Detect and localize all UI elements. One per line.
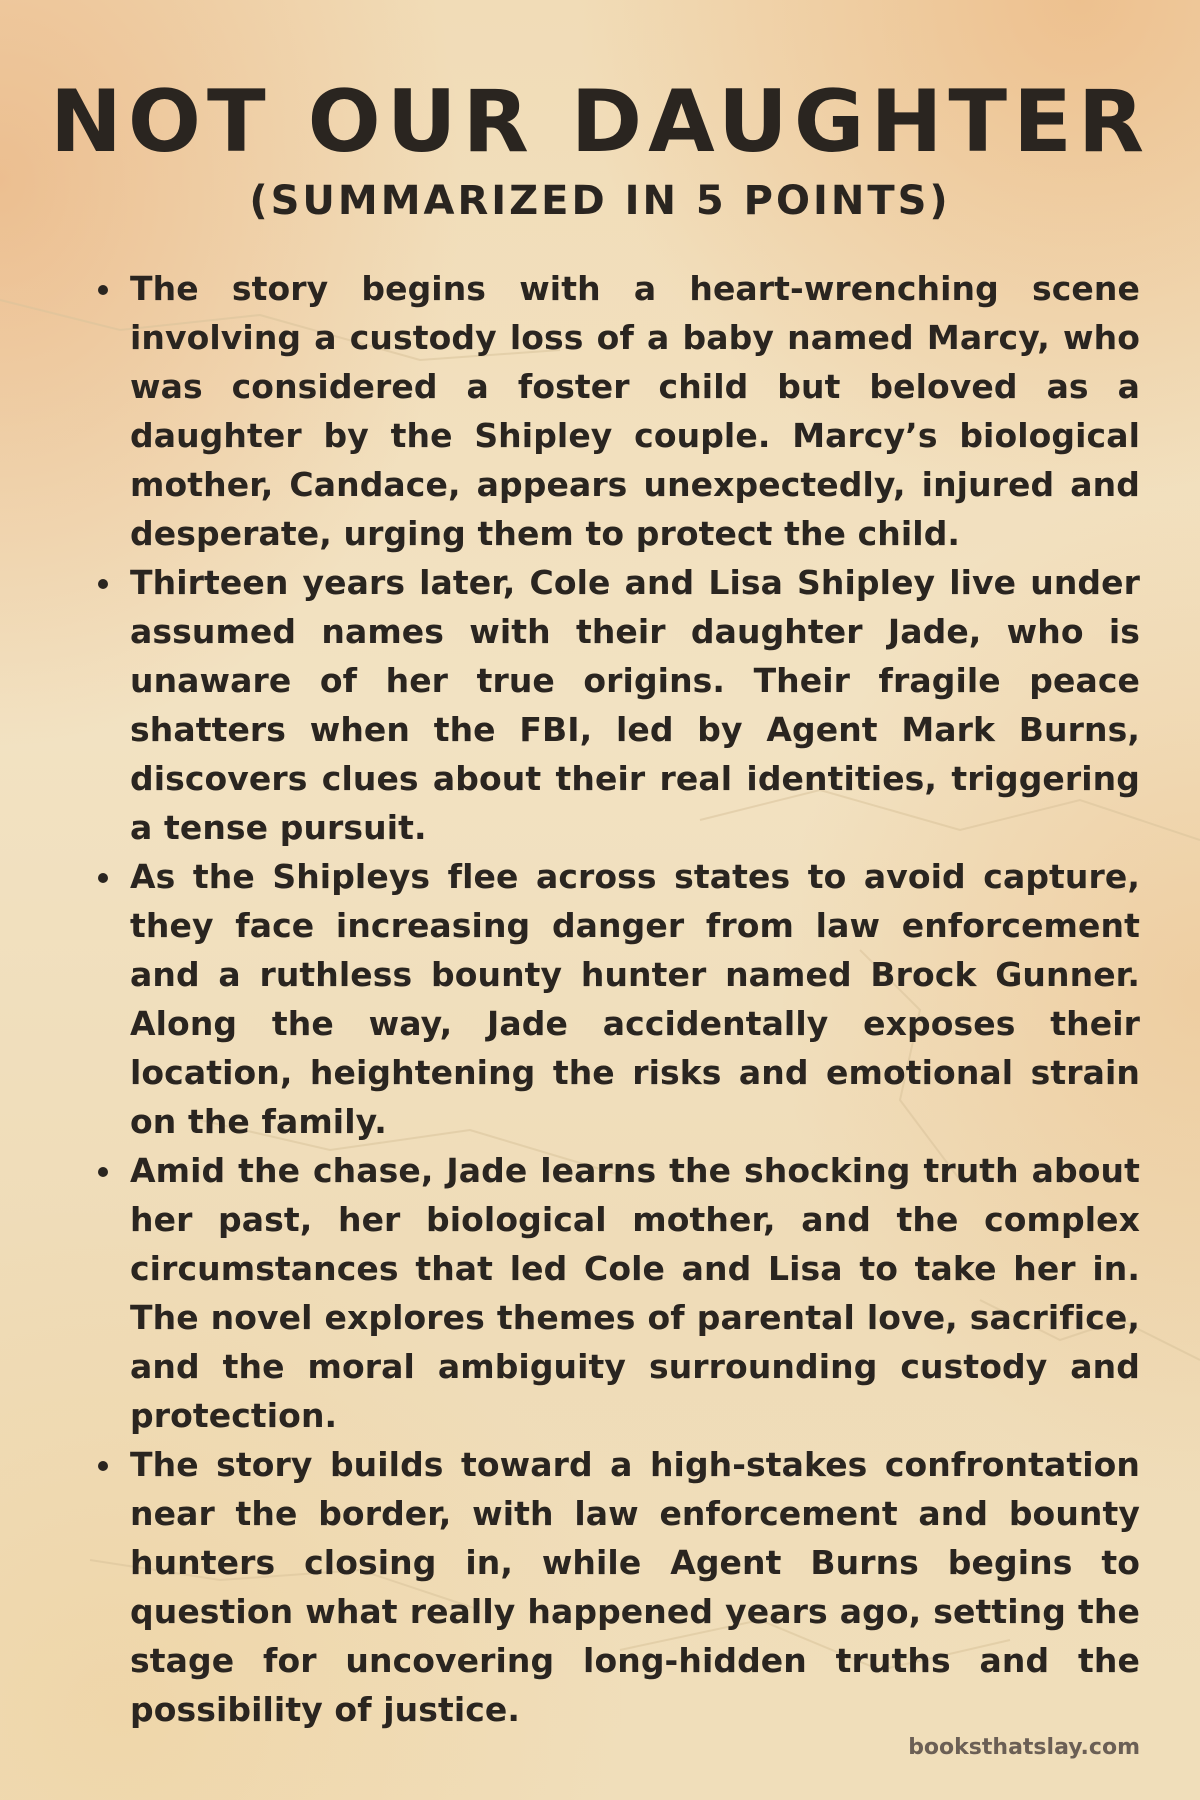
summary-point-text: The story builds toward a high-stakes confrontation near the border, with law enforcement and bounty hunters closing in, while Agent Burns begins to question what really happened years ago, setting the stage for uncovering long-hidden truths and the possibility of justice. (130, 1445, 1140, 1729)
bullet-icon (98, 1461, 108, 1471)
site-watermark: booksthatslay.com (908, 1735, 1140, 1760)
summary-point-text: Thirteen years later, Cole and Lisa Shipley live under assumed names with their daughter Jade, who is unaware of her true origins. Their fragile peace shatters when the FBI, led by Agent Mark Burns, discovers clues about their real identities, triggering a tense pursuit. (130, 563, 1140, 847)
summary-point-text: Amid the chase, Jade learns the shocking truth about her past, her biological mother, and the complex circumstances that led Cole and Lisa to take her in. The novel explores themes of parental love, sacrifice, and the moral ambiguity surrounding custody and protection. (130, 1151, 1140, 1435)
summary-point-1 (90, 264, 1140, 558)
summary-point-3 (90, 852, 1140, 1146)
summary-subtitle: (SUMMARIZED IN 5 POINTS) (249, 178, 951, 224)
summary-point-2 (90, 558, 1140, 852)
summary-point-text: As the Shipleys flee across states to avoid capture, they face increasing danger from law enforcement and a ruthless bounty hunter named Brock Gunner. Along the way, Jade accidentally exposes their location, heightening the risks and emotional strain on the family. (130, 857, 1140, 1141)
summary-point-4 (90, 1146, 1140, 1440)
bullet-icon (98, 579, 108, 589)
bullet-icon (98, 1167, 108, 1177)
bullet-icon (98, 873, 108, 883)
summary-point-5 (90, 1440, 1140, 1734)
summary-points-list (90, 264, 1140, 1734)
bullet-icon (98, 285, 108, 295)
book-title: NOT OUR DAUGHTER (49, 72, 1151, 172)
summary-point-text: The story begins with a heart-wrenching scene involving a custody loss of a baby named Marcy, who was considered a foster child but beloved as a daughter by the Shipley couple. Marcy’s biological mother, Candace, appears unexpectedly, injured and desperate, urging them to protect the child. (130, 269, 1140, 553)
